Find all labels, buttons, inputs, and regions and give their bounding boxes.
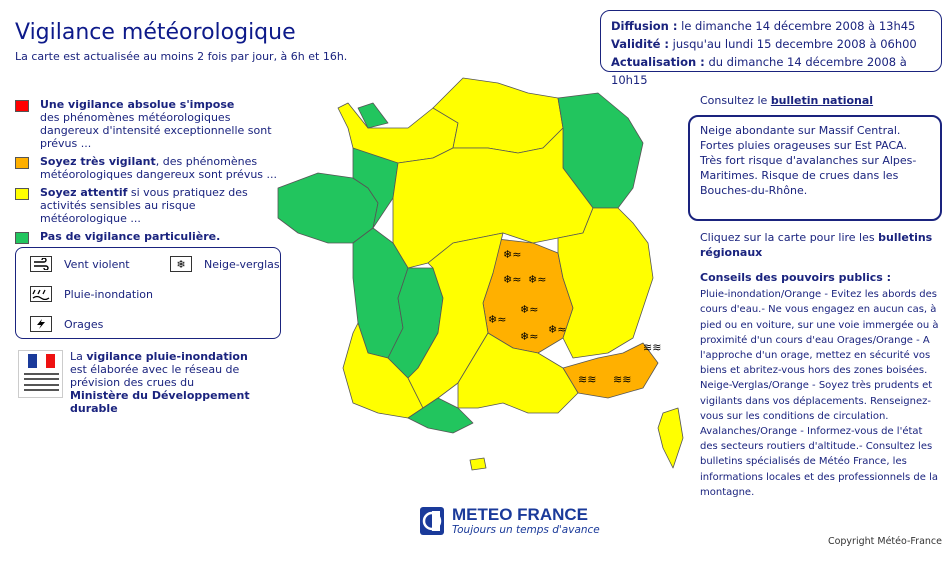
- rain-marker-2: ≋≋: [613, 373, 632, 386]
- thunderstorm-icon: [30, 316, 52, 332]
- legend-item-orange: [15, 155, 285, 181]
- snow-marker-1: ❄≈: [503, 248, 522, 261]
- logo-tagline: Toujours un temps d'avance: [452, 524, 600, 536]
- snow-marker-5: ❄≈: [520, 303, 539, 316]
- legend-yellow-text: si vous pratiquez des activités sensibles au risque météorologique ...: [40, 186, 248, 225]
- red-swatch: [15, 100, 29, 112]
- green-swatch: [15, 232, 29, 244]
- snow-ice-icon: ❄: [170, 256, 192, 272]
- vent-label: Vent violent: [64, 257, 130, 271]
- actualisation-value: du dimanche 14 décembre 2008 à 10h15: [611, 55, 907, 87]
- diffusion-row: [611, 17, 931, 35]
- diffusion-value: le dimanche 14 décembre 2008 à 13h45: [681, 19, 916, 33]
- snow-marker-7: ❄≈: [520, 330, 539, 343]
- rf-pre: La: [70, 350, 87, 363]
- copyright: Copyright Météo-France: [827, 536, 942, 547]
- validite-row: [611, 35, 931, 53]
- rf-mid: est élaborée avec le réseau de prévision des crues du: [70, 363, 240, 389]
- actualisation-label: Actualisation :: [611, 55, 705, 69]
- rain-flood-icon: [30, 286, 52, 302]
- legend-green-bold: Pas de vigilance particulière.: [40, 230, 221, 243]
- legend-item-red: [15, 98, 285, 150]
- validite-value: jusqu'au lundi 15 decembre 2008 à 06h00: [672, 37, 917, 51]
- consult-pre: Consultez le: [700, 94, 771, 107]
- icons-legend-box: [15, 247, 281, 339]
- neige-label: Neige-verglas: [204, 257, 280, 271]
- info-box: [600, 10, 942, 87]
- regional-bulletins: [700, 230, 940, 260]
- snow-marker-3: ❄≈: [528, 273, 547, 286]
- legend-orange-bold: Soyez très vigilant: [40, 155, 156, 168]
- conseils-title: Conseils des pouvoirs publics :: [700, 271, 892, 284]
- legend-yellow-bold: Soyez attentif: [40, 186, 128, 199]
- meteo-france-mark-icon: [420, 507, 444, 535]
- yellow-swatch: [15, 188, 29, 200]
- rf-ministere: Ministère du Développement durable: [70, 389, 250, 415]
- orages-row: [30, 316, 103, 332]
- republique-text: [70, 350, 280, 415]
- wind-icon: [30, 256, 52, 272]
- legend-red-text: des phénomènes météorologiques dangereux d'intensité exceptionnelle sont prévus ...: [40, 111, 272, 150]
- snow-marker-4: ❄≈: [488, 313, 507, 326]
- legend-red-bold: Une vigilance absolue s'impose: [40, 98, 235, 111]
- republique-francaise-logo: [18, 350, 63, 398]
- map-region-corse[interactable]: [658, 408, 683, 468]
- rain-marker-3: ≋≋: [643, 341, 662, 354]
- conseils-block: [700, 270, 940, 500]
- orange-swatch: [15, 157, 29, 169]
- bulletin-national-link[interactable]: bulletin national: [770, 94, 874, 107]
- pluie-row: [30, 286, 153, 302]
- legend-item-yellow: [15, 186, 285, 225]
- validite-label: Validité :: [611, 37, 669, 51]
- snow-marker-2: ❄≈: [503, 273, 522, 286]
- legend-orange-text: , des phénomènes météorologiques dangereux sont prévus ...: [40, 155, 278, 181]
- pluie-label: Pluie-inondation: [64, 287, 153, 301]
- diffusion-label: Diffusion :: [611, 19, 678, 33]
- rain-marker-1: ≋≋: [578, 373, 597, 386]
- legend: [15, 98, 285, 248]
- logo-name: METEO FRANCE: [452, 505, 588, 524]
- bulletin-summary-box: [688, 115, 942, 221]
- conseils-text: Pluie-inondation/Orange - Evitez les abords des cours d'eau.- Ne vous engagez en aucun cas, à pied ou en voiture, sur une voie immergée ou à proximité d'un cours d'eau Orages/Orange - A l'approche d'un orage, mettez en sécurité vos biens et abritez-vous hors des zones boisées. Neige-Verglas/Orange - Soyez très prudents et vigilants dans vos déplacements. Renseignez-vous sur les conditions de circulation. Avalanches/Orange - Informez-vous de l'état des secteurs routiers d'altitude.- Consultez les bulletins spécialisés de Météo France, les informations locales et des professionnels de la montagne.: [700, 289, 939, 498]
- regional-pre: Cliquez sur la carte pour lire les: [700, 231, 879, 244]
- vent-row: [30, 256, 130, 272]
- meteo-france-logo[interactable]: [420, 505, 610, 537]
- page-title: Vigilance météorologique: [15, 20, 296, 45]
- rf-vigilance: vigilance pluie-inondation: [86, 350, 248, 363]
- orages-label: Orages: [64, 317, 104, 331]
- page-subtitle: La carte est actualisée au moins 2 fois par jour, à 6h et 16h.: [15, 50, 348, 63]
- bulletin-summary-text: Neige abondante sur Massif Central. Fortes pluies orageuses sur Est PACA. Très fort risque d'avalanches sur Alpes-Maritimes. Risque de crues dans les Bouches-du-Rhône.: [700, 124, 917, 197]
- map-region-ile[interactable]: [470, 458, 486, 470]
- legend-item-green: [15, 230, 285, 243]
- france-vigilance-map[interactable]: [258, 68, 698, 488]
- regional-bulletins-link[interactable]: bulletins régionaux: [700, 231, 933, 259]
- consult-national: [700, 94, 945, 108]
- snow-marker-6: ❄≈: [548, 323, 567, 336]
